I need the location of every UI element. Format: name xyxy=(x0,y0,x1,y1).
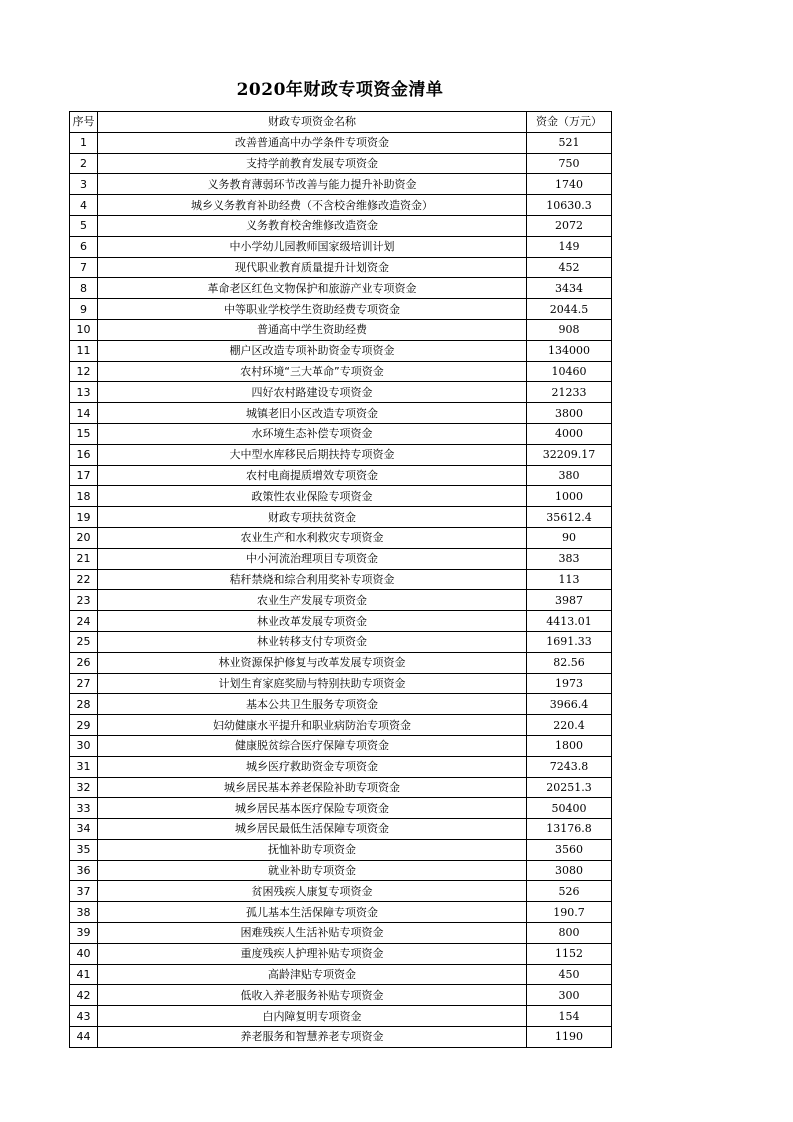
row-number: 20 xyxy=(70,527,98,548)
row-number: 36 xyxy=(70,860,98,881)
fund-name: 城乡居民最低生活保障专项资金 xyxy=(98,819,527,840)
table-row xyxy=(70,195,612,216)
fund-amount: 10630.3 xyxy=(527,195,612,216)
fund-amount: 3560 xyxy=(527,839,612,860)
row-number: 40 xyxy=(70,943,98,964)
row-number: 14 xyxy=(70,403,98,424)
fund-name: 大中型水库移民后期扶持专项资金 xyxy=(98,444,527,465)
fund-amount: 50400 xyxy=(527,798,612,819)
fund-name: 孤儿基本生活保障专项资金 xyxy=(98,902,527,923)
fund-amount: 3800 xyxy=(527,403,612,424)
fund-name: 城乡居民基本医疗保险专项资金 xyxy=(98,798,527,819)
fund-name: 中小学幼儿园教师国家级培训计划 xyxy=(98,236,527,257)
fund-name: 革命老区红色文物保护和旅游产业专项资金 xyxy=(98,278,527,299)
fund-amount: 1973 xyxy=(527,673,612,694)
row-number: 2 xyxy=(70,153,98,174)
table-row xyxy=(70,1027,612,1048)
fund-amount: 4000 xyxy=(527,423,612,444)
row-number: 10 xyxy=(70,319,98,340)
table-row xyxy=(70,319,612,340)
fund-name: 普通高中学生资助经费 xyxy=(98,319,527,340)
fund-name: 财政专项扶贫资金 xyxy=(98,507,527,528)
row-number: 15 xyxy=(70,423,98,444)
fund-name: 城乡义务教育补助经费（不含校舍维修改造资金） xyxy=(98,195,527,216)
row-number: 18 xyxy=(70,486,98,507)
table-row xyxy=(70,569,612,590)
fund-amount: 526 xyxy=(527,881,612,902)
fund-amount: 2044.5 xyxy=(527,299,612,320)
table-row xyxy=(70,631,612,652)
row-number: 12 xyxy=(70,361,98,382)
fund-amount: 20251.3 xyxy=(527,777,612,798)
fund-amount: 149 xyxy=(527,236,612,257)
row-number: 24 xyxy=(70,611,98,632)
table-row xyxy=(70,299,612,320)
fund-amount: 1740 xyxy=(527,174,612,195)
fund-amount: 35612.4 xyxy=(527,507,612,528)
row-number: 5 xyxy=(70,215,98,236)
fund-amount: 800 xyxy=(527,923,612,944)
row-number: 21 xyxy=(70,548,98,569)
fund-name: 农业生产发展专项资金 xyxy=(98,590,527,611)
fund-amount: 13176.8 xyxy=(527,819,612,840)
fund-name: 改善普通高中办学条件专项资金 xyxy=(98,132,527,153)
fund-name: 棚户区改造专项补助资金专项资金 xyxy=(98,340,527,361)
fund-amount: 300 xyxy=(527,985,612,1006)
table-row xyxy=(70,798,612,819)
table-row xyxy=(70,340,612,361)
row-number: 7 xyxy=(70,257,98,278)
fund-amount: 521 xyxy=(527,132,612,153)
fund-amount: 908 xyxy=(527,319,612,340)
fund-name: 中等职业学校学生资助经费专项资金 xyxy=(98,299,527,320)
fund-name: 四好农村路建设专项资金 xyxy=(98,382,527,403)
fund-amount: 1152 xyxy=(527,943,612,964)
table-header-row xyxy=(70,112,612,133)
fund-name: 城镇老旧小区改造专项资金 xyxy=(98,403,527,424)
table-row xyxy=(70,673,612,694)
fund-amount: 113 xyxy=(527,569,612,590)
table-row xyxy=(70,361,612,382)
table-row xyxy=(70,735,612,756)
fund-name: 水环境生态补偿专项资金 xyxy=(98,423,527,444)
table-row xyxy=(70,777,612,798)
row-number: 27 xyxy=(70,673,98,694)
row-number: 39 xyxy=(70,923,98,944)
table-row xyxy=(70,923,612,944)
row-number: 32 xyxy=(70,777,98,798)
fund-name: 城乡医疗救助资金专项资金 xyxy=(98,756,527,777)
table-row xyxy=(70,465,612,486)
fund-amount: 3434 xyxy=(527,278,612,299)
row-number: 33 xyxy=(70,798,98,819)
fund-amount: 7243.8 xyxy=(527,756,612,777)
row-number: 4 xyxy=(70,195,98,216)
fund-name: 困难残疾人生活补贴专项资金 xyxy=(98,923,527,944)
header-name: 财政专项资金名称 xyxy=(98,112,527,133)
table-row xyxy=(70,964,612,985)
row-number: 13 xyxy=(70,382,98,403)
row-number: 17 xyxy=(70,465,98,486)
fund-amount: 21233 xyxy=(527,382,612,403)
fund-amount: 4413.01 xyxy=(527,611,612,632)
table-body xyxy=(70,132,612,1047)
table-row xyxy=(70,382,612,403)
row-number: 9 xyxy=(70,299,98,320)
table-row xyxy=(70,611,612,632)
fund-name: 基本公共卫生服务专项资金 xyxy=(98,694,527,715)
table-row xyxy=(70,215,612,236)
table-row xyxy=(70,423,612,444)
fund-name: 政策性农业保险专项资金 xyxy=(98,486,527,507)
row-number: 23 xyxy=(70,590,98,611)
fund-amount: 1800 xyxy=(527,735,612,756)
header-amount: 资金（万元） xyxy=(527,112,612,133)
fund-amount: 3966.4 xyxy=(527,694,612,715)
row-number: 37 xyxy=(70,881,98,902)
fund-amount: 1000 xyxy=(527,486,612,507)
table-row xyxy=(70,403,612,424)
table-row xyxy=(70,902,612,923)
fund-name: 抚恤补助专项资金 xyxy=(98,839,527,860)
row-number: 19 xyxy=(70,507,98,528)
fund-name: 健康脱贫综合医疗保障专项资金 xyxy=(98,735,527,756)
row-number: 1 xyxy=(70,132,98,153)
row-number: 44 xyxy=(70,1027,98,1048)
table-row xyxy=(70,132,612,153)
table-row xyxy=(70,548,612,569)
fund-amount: 380 xyxy=(527,465,612,486)
row-number: 30 xyxy=(70,735,98,756)
fund-amount: 450 xyxy=(527,964,612,985)
fund-name: 农业生产和水利救灾专项资金 xyxy=(98,527,527,548)
row-number: 28 xyxy=(70,694,98,715)
table-row xyxy=(70,715,612,736)
fund-amount: 134000 xyxy=(527,340,612,361)
fund-name: 农村电商提质增效专项资金 xyxy=(98,465,527,486)
fund-amount: 220.4 xyxy=(527,715,612,736)
row-number: 26 xyxy=(70,652,98,673)
fund-name: 林业改革发展专项资金 xyxy=(98,611,527,632)
fund-name: 计划生育家庭奖励与特别扶助专项资金 xyxy=(98,673,527,694)
fund-name: 秸秆禁烧和综合利用奖补专项资金 xyxy=(98,569,527,590)
table-row xyxy=(70,257,612,278)
fund-name: 城乡居民基本养老保险补助专项资金 xyxy=(98,777,527,798)
row-number: 29 xyxy=(70,715,98,736)
fund-amount: 32209.17 xyxy=(527,444,612,465)
fund-name: 支持学前教育发展专项资金 xyxy=(98,153,527,174)
row-number: 11 xyxy=(70,340,98,361)
fund-name: 高龄津贴专项资金 xyxy=(98,964,527,985)
table-row xyxy=(70,860,612,881)
fund-name: 贫困残疾人康复专项资金 xyxy=(98,881,527,902)
fund-amount: 82.56 xyxy=(527,652,612,673)
fund-name: 低收入养老服务补贴专项资金 xyxy=(98,985,527,1006)
table-row xyxy=(70,985,612,1006)
row-number: 34 xyxy=(70,819,98,840)
table-row xyxy=(70,652,612,673)
table-row xyxy=(70,590,612,611)
row-number: 43 xyxy=(70,1006,98,1027)
row-number: 6 xyxy=(70,236,98,257)
fund-name: 重度残疾人护理补贴专项资金 xyxy=(98,943,527,964)
table-row xyxy=(70,153,612,174)
fund-name: 妇幼健康水平提升和职业病防治专项资金 xyxy=(98,715,527,736)
table-row xyxy=(70,507,612,528)
fund-amount: 10460 xyxy=(527,361,612,382)
fund-name: 就业补助专项资金 xyxy=(98,860,527,881)
row-number: 35 xyxy=(70,839,98,860)
row-number: 22 xyxy=(70,569,98,590)
fund-amount: 3987 xyxy=(527,590,612,611)
row-number: 41 xyxy=(70,964,98,985)
table-row xyxy=(70,1006,612,1027)
fund-name: 义务教育校舍维修改造资金 xyxy=(98,215,527,236)
row-number: 25 xyxy=(70,631,98,652)
table-row xyxy=(70,444,612,465)
table-row xyxy=(70,278,612,299)
fund-amount: 190.7 xyxy=(527,902,612,923)
table-row xyxy=(70,839,612,860)
header-no: 序号 xyxy=(70,112,98,133)
fund-name: 农村环境“三大革命”专项资金 xyxy=(98,361,527,382)
table-row xyxy=(70,527,612,548)
row-number: 38 xyxy=(70,902,98,923)
fund-name: 中小河流治理项目专项资金 xyxy=(98,548,527,569)
fund-name: 林业转移支付专项资金 xyxy=(98,631,527,652)
row-number: 8 xyxy=(70,278,98,299)
fund-amount: 90 xyxy=(527,527,612,548)
fund-amount: 3080 xyxy=(527,860,612,881)
table-row xyxy=(70,819,612,840)
row-number: 31 xyxy=(70,756,98,777)
fund-amount: 383 xyxy=(527,548,612,569)
table-row xyxy=(70,486,612,507)
row-number: 42 xyxy=(70,985,98,1006)
fund-amount: 154 xyxy=(527,1006,612,1027)
fund-table xyxy=(69,111,612,1048)
fund-name: 养老服务和智慧养老专项资金 xyxy=(98,1027,527,1048)
fund-name: 义务教育薄弱环节改善与能力提升补助资金 xyxy=(98,174,527,195)
fund-amount: 2072 xyxy=(527,215,612,236)
fund-amount: 452 xyxy=(527,257,612,278)
table-row xyxy=(70,943,612,964)
table-row xyxy=(70,694,612,715)
table-row xyxy=(70,756,612,777)
fund-amount: 750 xyxy=(527,153,612,174)
document-title: 2020年财政专项资金清单 xyxy=(236,80,444,100)
fund-name: 现代职业教育质量提升计划资金 xyxy=(98,257,527,278)
fund-amount: 1190 xyxy=(527,1027,612,1048)
row-number: 3 xyxy=(70,174,98,195)
fund-name: 白内障复明专项资金 xyxy=(98,1006,527,1027)
fund-amount: 1691.33 xyxy=(527,631,612,652)
table-row xyxy=(70,174,612,195)
fund-name: 林业资源保护修复与改革发展专项资金 xyxy=(98,652,527,673)
table-row xyxy=(70,881,612,902)
row-number: 16 xyxy=(70,444,98,465)
table-row xyxy=(70,236,612,257)
